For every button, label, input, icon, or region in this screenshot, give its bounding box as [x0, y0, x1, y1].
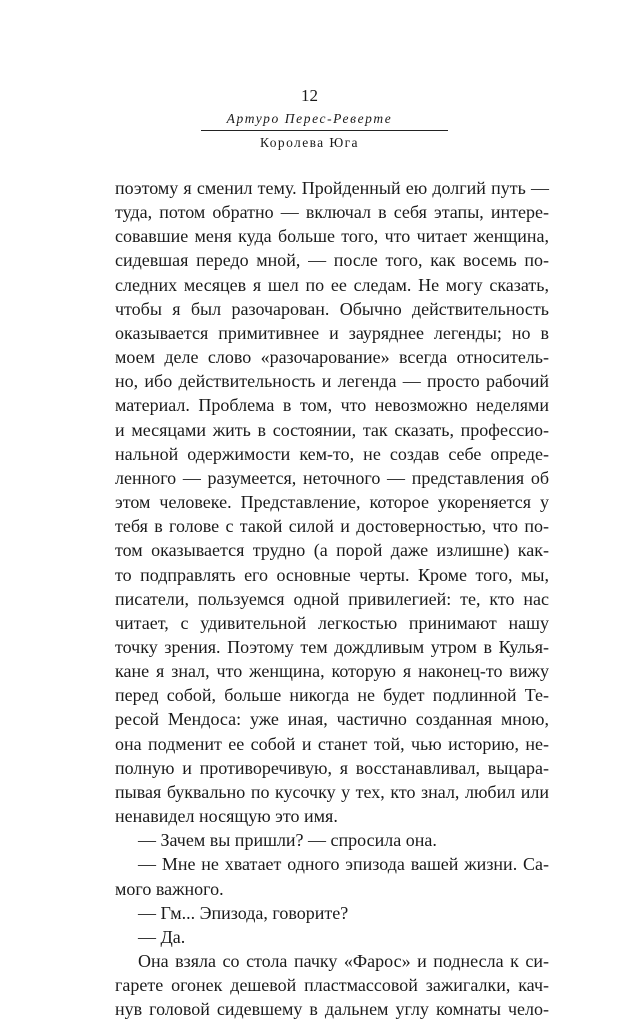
text-line: гарете огонек дешевой пластмассовой зажигалки, кач-	[115, 975, 549, 996]
text-line: следних месяцев я шел по ее следам. Не могу сказать,	[115, 274, 549, 295]
text-line: сидевшая передо мной, — после того, как восемь по-	[115, 250, 549, 271]
text-line: совавшие меня куда больше того, что читает женщина,	[115, 226, 549, 247]
page-number: 12	[301, 86, 318, 105]
text-line: ненавидел носящую это имя.	[115, 806, 338, 827]
text-line: писатели, пользуемся одной привилегией: те, кто нас	[115, 588, 549, 609]
text-line: том оказывается трудно (а порой даже излишне) как-	[115, 540, 549, 561]
text-line: оказывается примитивнее и зауряднее легенды; но в	[115, 322, 549, 343]
text-line: нальной одержимости кем-то, не создав себе опреде-	[115, 443, 549, 464]
text-line: перед собой, больше никогда не будет подлинной Те-	[115, 685, 549, 706]
text-line: но, ибо действительность и легенда — просто рабочий	[115, 371, 549, 392]
text-line: чтобы я был разочарован. Обычно действительность	[115, 298, 549, 319]
dialogue-line: — Мне не хватает одного эпизода вашей жизни. Са-	[138, 854, 549, 875]
text-line: материал. Проблема в том, что невозможно неделями	[115, 395, 549, 416]
text-line: моем деле слово «разочарование» всегда относитель-	[115, 347, 549, 368]
text-line: пывая буквально по кусочку у тех, кто знал, любил или	[115, 781, 549, 802]
dialogue-line: — Зачем вы пришли? — спросила она.	[138, 830, 437, 851]
text-line: тебя в голове с такой силой и достоверностью, что по-	[115, 516, 549, 537]
text-line: то подправлять его основные черты. Кроме того, мы,	[115, 564, 549, 585]
header-rule	[201, 130, 448, 131]
dialogue-line: мого важного.	[115, 878, 224, 899]
text-line: этом человеке. Представление, которое укореняется у	[115, 492, 549, 513]
text-line: точку зрения. Поэтому тем дождливым утром в Кулья-	[115, 636, 549, 657]
text-line: полную и противоречивую, я восстанавливал, выцара-	[115, 757, 549, 778]
text-line: кане я знал, что женщина, которую я наконец-то вижу	[115, 661, 549, 682]
text-line: поэтому я сменил тему. Пройденный ею долгий путь —	[115, 178, 549, 198]
text-line: ресой Мендоса: уже иная, частично созданная мною,	[115, 709, 549, 730]
text-line: и месяцами жить в состоянии, так сказать, профессио-	[115, 419, 549, 440]
text-line: читает, с удивительной легкостью принимают нашу	[115, 612, 549, 633]
book-title: Королева Юга	[260, 135, 359, 150]
text-line: нув головой сидевшему в дальнем углу комнаты чело-	[115, 999, 549, 1020]
body-text	[115, 176, 549, 1021]
dialogue-line: — Гм... Эпизода, говорите?	[138, 902, 349, 923]
text-line: туда, потом обратно — включал в себя этапы, интере-	[115, 202, 549, 223]
text-line: она подменит ее собой и станет той, чью историю, не-	[115, 733, 549, 754]
dialogue-line: — Да.	[138, 926, 186, 947]
text-line: ленного — разумеется, неточного — представления об	[115, 467, 549, 488]
text-line: Она взяла со стола пачку «Фарос» и поднесла к си-	[138, 951, 549, 971]
author-name: Артуро Перес-Реверте	[226, 111, 393, 126]
